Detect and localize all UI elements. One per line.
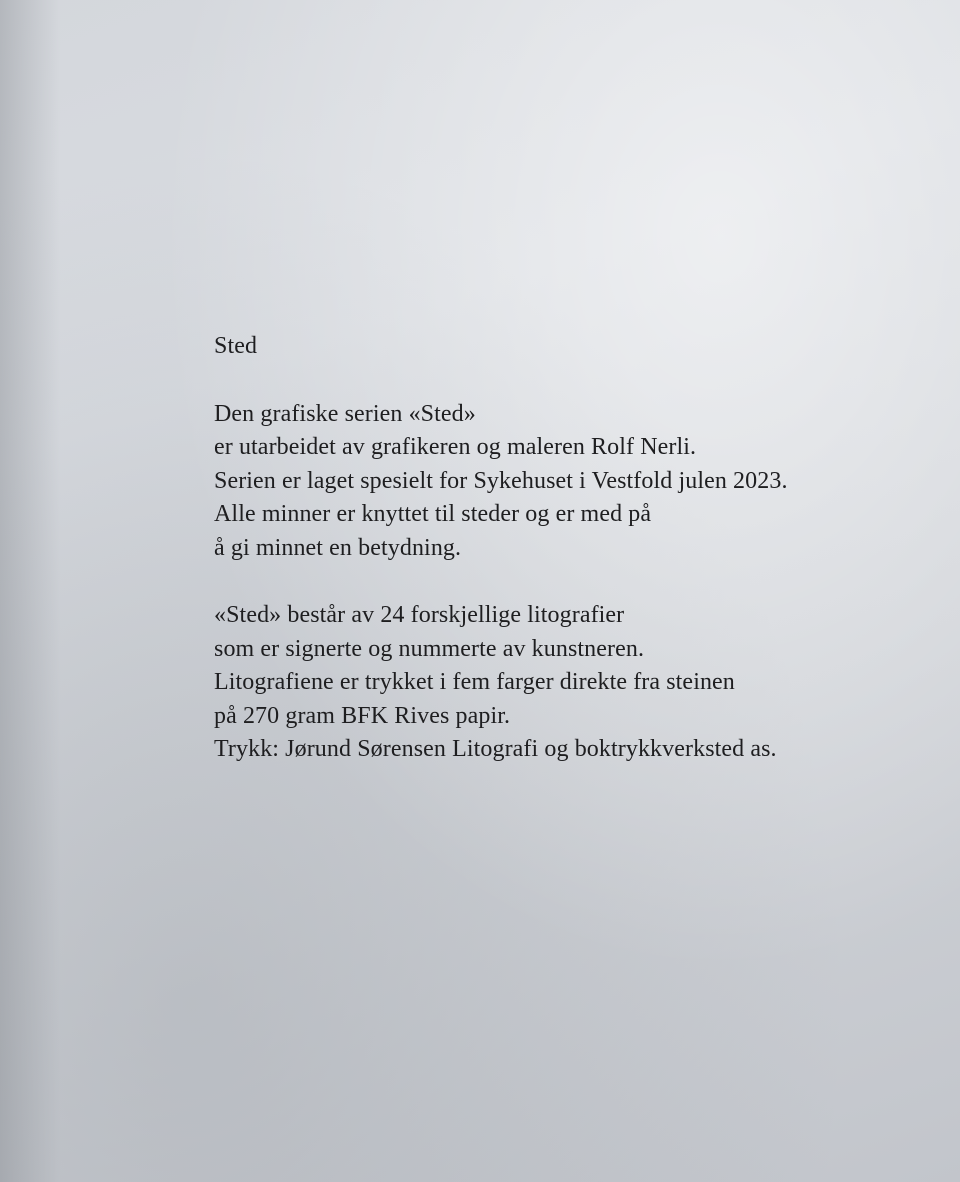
document-title: Sted bbox=[214, 333, 258, 359]
paragraph-line: Serien er laget spesielt for Sykehuset i Vestfold julen 2023. bbox=[214, 467, 788, 494]
paragraph-line: Alle minner er knyttet til steder og er med på bbox=[214, 501, 652, 527]
paragraph-line: som er signerte og nummerte av kunstneren. bbox=[214, 635, 645, 662]
paragraph-1 bbox=[214, 398, 914, 566]
paragraph-2 bbox=[214, 599, 914, 767]
paragraph-line: er utarbeidet av grafikeren og maleren Rolf Nerli. bbox=[214, 434, 697, 460]
page-shadow bbox=[0, 0, 60, 1182]
paragraph-line: Litografiene er trykket i fem farger direkte fra steinen bbox=[214, 669, 735, 695]
paragraph-line: Den grafiske serien «Sted» bbox=[214, 400, 476, 427]
paragraph-line: Trykk: Jørund Sørensen Litografi og boktrykkverksted as. bbox=[214, 736, 777, 762]
paragraph-line: «Sted» består av 24 forskjellige litografier bbox=[214, 602, 625, 628]
colophon-text bbox=[214, 330, 914, 767]
spacer bbox=[214, 364, 914, 398]
spacer bbox=[214, 565, 914, 599]
paragraph-line: å gi minnet en betydning. bbox=[214, 534, 462, 561]
paragraph-line: på 270 gram BFK Rives papir. bbox=[214, 702, 511, 729]
